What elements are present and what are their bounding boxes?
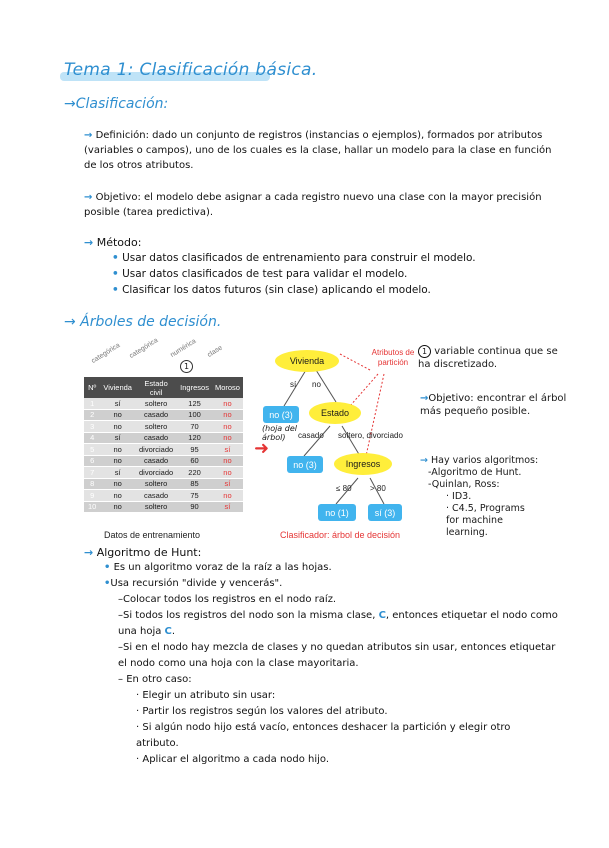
- table-cell: 95: [177, 444, 212, 456]
- edge-label-gt80: > 80: [370, 484, 386, 493]
- table-cell: casado: [135, 490, 177, 502]
- edge-label-no: no: [312, 380, 321, 389]
- table-cell: 6: [84, 455, 100, 467]
- col-type-label: categórica: [128, 336, 160, 360]
- table-header: Nº: [84, 377, 100, 398]
- arrow-icon: →: [84, 546, 94, 559]
- objetivo-text: : el modelo debe asignar a cada registro nuevo una clase con la mayor precisión posible (tarea predictiva).: [84, 192, 542, 218]
- tree-node-ingresos: Ingresos: [334, 453, 392, 475]
- list-item: • Usar datos clasificados de entrenamiento para construir el modelo.: [112, 252, 476, 264]
- col-type-label: clase: [206, 344, 224, 359]
- list-item: –Colocar todos los registros en el nodo raíz.: [118, 594, 337, 605]
- table-cell: 8: [84, 478, 100, 490]
- edge-label-casado: casado: [298, 431, 324, 440]
- table-row: [84, 455, 243, 467]
- table-cell: casado: [135, 432, 177, 444]
- table-cell: 3: [84, 421, 100, 433]
- table-cell: soltero: [135, 398, 177, 409]
- col-type-label: categórica: [90, 341, 122, 365]
- table-cell: 70: [177, 421, 212, 433]
- list-item: · Partir los registros según los valores del atributo.: [136, 706, 388, 717]
- metodo-heading: → Método:: [84, 236, 142, 249]
- leaf-note: (hoja del árbol): [262, 424, 297, 442]
- table-cell: no: [212, 455, 243, 467]
- table-row: [84, 432, 243, 444]
- arrow-icon: →: [84, 192, 93, 203]
- list-item: · Elegir un atributo sin usar:: [136, 690, 276, 701]
- arrow-icon: →: [84, 236, 94, 249]
- table-cell: no: [100, 501, 135, 513]
- attr-particion-label: Atributos de partición: [371, 348, 415, 367]
- side-algoritmos: → Hay varios algoritmos: -Algoritmo de Hunt. -Quinlan, Ross: · ID3. · C4.5, Programs for machine learning.: [420, 455, 539, 538]
- table-cell: 100: [177, 409, 212, 421]
- list-item: • Es un algoritmo voraz de la raíz a las hojas.: [104, 562, 332, 573]
- table-cell: no: [100, 409, 135, 421]
- edge-label-le80: ≤ 80: [336, 484, 352, 493]
- arrow-icon: →: [420, 393, 429, 404]
- table-cell: 75: [177, 490, 212, 502]
- table-cell: sí: [100, 398, 135, 409]
- table-cell: 4: [84, 432, 100, 444]
- table-cell: no: [100, 478, 135, 490]
- table-header: Ingresos: [177, 377, 212, 398]
- table-cell: no: [100, 421, 135, 433]
- tree-leaf: sí (3): [368, 504, 402, 521]
- list-item: –Si en el nodo hay mezcla de clases y no quedan atributos sin usar, entonces etiquetar el nodo como una hoja con la clase mayoritaria.: [118, 642, 556, 669]
- side-note-continua: 1 variable continua que se ha discretizado.: [418, 346, 558, 370]
- list-item: • Usar datos clasificados de test para validar el modelo.: [112, 268, 408, 280]
- training-table: [84, 377, 243, 513]
- circle-number-icon: 1: [180, 360, 193, 373]
- metodo-keyword: Método: [96, 236, 138, 249]
- table-row: [84, 444, 243, 456]
- table-cell: sí: [100, 467, 135, 479]
- table-cell: 120: [177, 432, 212, 444]
- table-row: [84, 490, 243, 502]
- table-cell: no: [212, 398, 243, 409]
- table-cell: no: [212, 490, 243, 502]
- table-cell: casado: [135, 409, 177, 421]
- list-item: –Si todos los registros del nodo son la misma clase, C, entonces etiquetar el nodo como una hoja C.: [118, 610, 558, 637]
- hunt-heading: → Algoritmo de Hunt:: [84, 546, 202, 559]
- table-cell: 60: [177, 455, 212, 467]
- metodo-list: [112, 250, 572, 298]
- table-cell: 85: [177, 478, 212, 490]
- list-item: · Si algún nodo hijo está vacío, entonces deshacer la partición y elegir otro atributo.: [136, 722, 511, 749]
- tree-node-vivienda: Vivienda: [275, 350, 339, 372]
- table-cell: no: [100, 490, 135, 502]
- table-row: [84, 409, 243, 421]
- table-cell: 5: [84, 444, 100, 456]
- hunt-body: [104, 560, 564, 768]
- table-cell: 220: [177, 467, 212, 479]
- tree-leaf: no (3): [287, 456, 323, 473]
- table-cell: divorciado: [135, 467, 177, 479]
- definicion-text: : dado un conjunto de registros (instancias o ejemplos), formados por atributos (variables o campos), uno de los cuales es la clase, hallar un modelo para la clase en función de los otros atributos.: [84, 130, 552, 171]
- table-cell: no: [100, 455, 135, 467]
- table-cell: sí: [100, 432, 135, 444]
- table-cell: 90: [177, 501, 212, 513]
- heading-arboles: → Árboles de decisión.: [64, 314, 222, 330]
- table-row: [84, 478, 243, 490]
- table-cell: no: [212, 432, 243, 444]
- table-cell: 10: [84, 501, 100, 513]
- table-row: [84, 467, 243, 479]
- page-title: Tema 1: Clasificación básica.: [64, 60, 318, 80]
- table-cell: 125: [177, 398, 212, 409]
- definicion-paragraph: [84, 128, 554, 173]
- table-cell: soltero: [135, 421, 177, 433]
- tree-node-estado: Estado: [309, 402, 361, 424]
- edge-label-si: sí: [290, 380, 297, 389]
- list-item: • Clasificar los datos futuros (sin clase) aplicando el modelo.: [112, 284, 431, 296]
- table-cell: soltero: [135, 501, 177, 513]
- table-cell: 2: [84, 409, 100, 421]
- table-cell: 9: [84, 490, 100, 502]
- table-row: [84, 421, 243, 433]
- table-cell: no: [212, 421, 243, 433]
- table-cell: sí: [212, 444, 243, 456]
- table-cell: 1: [84, 398, 100, 409]
- table-header: Vivienda: [100, 377, 135, 398]
- table-cell: sí: [212, 478, 243, 490]
- heading-clasificacion: →Clasificación:: [64, 96, 169, 112]
- table-header: Estado civil: [135, 377, 177, 398]
- objetivo-paragraph: [84, 190, 554, 220]
- list-item: •Usa recursión "divide y vencerás".: [104, 578, 283, 589]
- tree-caption: Clasificador: árbol de decisión: [280, 530, 401, 540]
- arrow-icon: →: [84, 130, 93, 141]
- edge-label-soltero: soltero, divorciado: [338, 431, 403, 440]
- table-cell: sí: [212, 501, 243, 513]
- tree-leaf: no (3): [263, 406, 299, 423]
- circle-number-icon: 1: [418, 345, 431, 358]
- table-cell: no: [212, 467, 243, 479]
- objetivo-keyword: Objetivo: [95, 192, 138, 203]
- table-caption: Datos de entrenamiento: [104, 530, 201, 540]
- list-item: · Aplicar el algoritmo a cada nodo hijo.: [136, 754, 330, 765]
- table-cell: no: [212, 409, 243, 421]
- table-row: [84, 398, 243, 409]
- red-arrow-icon: ➜: [254, 438, 270, 459]
- col-type-label: numérica: [169, 337, 198, 359]
- definicion-keyword: Definición: [95, 130, 146, 141]
- tree-leaf: no (1): [318, 504, 356, 521]
- table-cell: casado: [135, 455, 177, 467]
- table-cell: 7: [84, 467, 100, 479]
- table-header: Moroso: [212, 377, 243, 398]
- table-cell: no: [100, 444, 135, 456]
- list-item: – En otro caso:: [118, 674, 192, 685]
- side-objetivo: →Objetivo: encontrar el árbol más pequeño posible.: [420, 393, 567, 417]
- arrow-icon: →: [420, 455, 428, 466]
- table-cell: soltero: [135, 478, 177, 490]
- table-cell: divorciado: [135, 444, 177, 456]
- table-row: [84, 501, 243, 513]
